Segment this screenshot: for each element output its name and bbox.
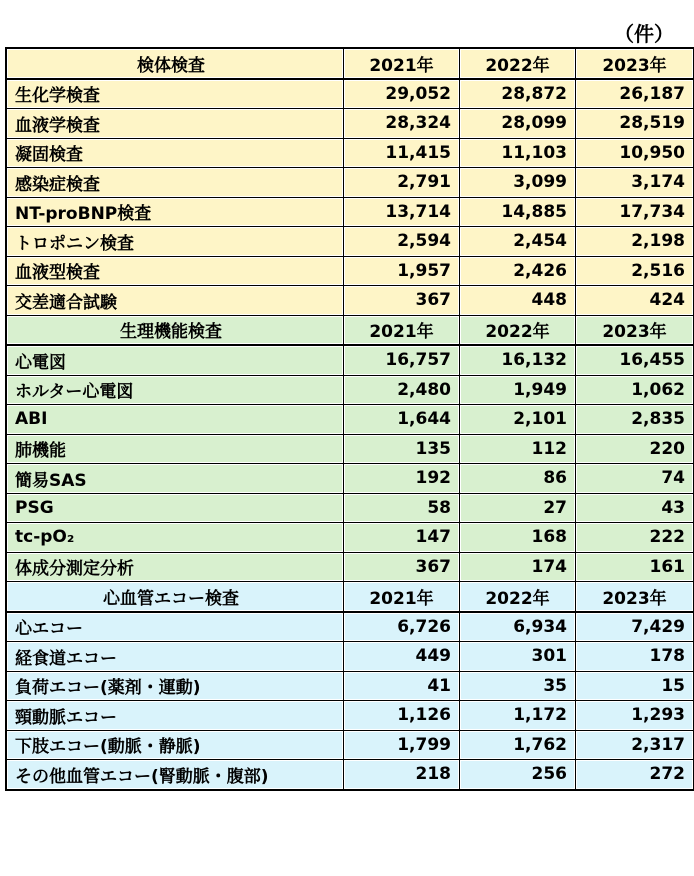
count-value: 2,426	[460, 257, 576, 287]
exam-name: 頸動脈エコー	[7, 701, 344, 731]
exam-name: 血液型検査	[7, 257, 344, 287]
count-value: 178	[576, 642, 693, 672]
count-value: 16,132	[460, 346, 576, 376]
exam-name: 凝固検査	[7, 139, 344, 169]
count-value: 28,872	[460, 80, 576, 110]
exam-name: ABI	[7, 405, 344, 435]
count-value: 1,799	[344, 731, 460, 761]
exam-name: ホルター心電図	[7, 376, 344, 406]
exam-name: tc-pO₂	[7, 523, 344, 553]
table-row	[7, 435, 693, 465]
count-value: 2,101	[460, 405, 576, 435]
count-value: 220	[576, 435, 693, 465]
section-header-row	[7, 49, 693, 80]
count-value: 14,885	[460, 198, 576, 228]
table-row	[7, 613, 693, 643]
count-value: 41	[344, 672, 460, 702]
count-value: 11,103	[460, 139, 576, 169]
count-value: 256	[460, 760, 576, 789]
count-value: 1,644	[344, 405, 460, 435]
year-header: 2023年	[576, 582, 693, 613]
count-value: 29,052	[344, 80, 460, 110]
count-value: 112	[460, 435, 576, 465]
count-value: 13,714	[344, 198, 460, 228]
count-value: 1,172	[460, 701, 576, 731]
exam-name: 簡易SAS	[7, 464, 344, 494]
table-row	[7, 760, 693, 789]
count-value: 449	[344, 642, 460, 672]
section-header-row	[7, 582, 693, 613]
count-value: 2,454	[460, 227, 576, 257]
count-value: 17,734	[576, 198, 693, 228]
count-value: 218	[344, 760, 460, 789]
count-value: 192	[344, 464, 460, 494]
table-row	[7, 523, 693, 553]
count-value: 6,934	[460, 613, 576, 643]
exam-name: 心電図	[7, 346, 344, 376]
year-header: 2023年	[576, 316, 693, 347]
table-row	[7, 642, 693, 672]
count-value: 28,099	[460, 109, 576, 139]
count-value: 1,949	[460, 376, 576, 406]
count-value: 86	[460, 464, 576, 494]
count-value: 2,516	[576, 257, 693, 287]
table-row	[7, 731, 693, 761]
table-row	[7, 553, 693, 583]
table-row	[7, 672, 693, 702]
count-value: 10,950	[576, 139, 693, 169]
table-row	[7, 257, 693, 287]
year-header: 2022年	[460, 582, 576, 613]
unit-label: （件）	[614, 22, 674, 46]
count-value: 2,594	[344, 227, 460, 257]
count-value: 3,099	[460, 168, 576, 198]
table-row	[7, 464, 693, 494]
count-value: 11,415	[344, 139, 460, 169]
table-row	[7, 286, 693, 316]
table-row	[7, 405, 693, 435]
year-header: 2022年	[460, 316, 576, 347]
section-title: 生理機能検査	[7, 316, 344, 347]
count-value: 1,126	[344, 701, 460, 731]
table-row	[7, 139, 693, 169]
count-value: 74	[576, 464, 693, 494]
count-value: 222	[576, 523, 693, 553]
count-value: 1,957	[344, 257, 460, 287]
exam-name: 交差適合試験	[7, 286, 344, 316]
count-value: 272	[576, 760, 693, 789]
year-header: 2022年	[460, 49, 576, 80]
count-value: 1,762	[460, 731, 576, 761]
table-row	[7, 701, 693, 731]
count-value: 367	[344, 553, 460, 583]
year-header: 2021年	[344, 49, 460, 80]
count-value: 301	[460, 642, 576, 672]
count-value: 1,062	[576, 376, 693, 406]
count-value: 3,174	[576, 168, 693, 198]
count-value: 168	[460, 523, 576, 553]
year-header: 2021年	[344, 582, 460, 613]
count-value: 367	[344, 286, 460, 316]
count-value: 16,455	[576, 346, 693, 376]
count-value: 28,519	[576, 109, 693, 139]
count-value: 28,324	[344, 109, 460, 139]
table-row	[7, 227, 693, 257]
count-value: 135	[344, 435, 460, 465]
exam-name: 肺機能	[7, 435, 344, 465]
count-value: 2,317	[576, 731, 693, 761]
exam-name: 感染症検査	[7, 168, 344, 198]
exam-name: NT-proBNP検査	[7, 198, 344, 228]
exam-name: 生化学検査	[7, 80, 344, 110]
table-row	[7, 80, 693, 110]
count-value: 43	[576, 494, 693, 524]
count-value: 35	[460, 672, 576, 702]
count-value: 448	[460, 286, 576, 316]
count-value: 15	[576, 672, 693, 702]
count-value: 2,791	[344, 168, 460, 198]
count-value: 2,835	[576, 405, 693, 435]
section-title: 検体検査	[7, 49, 344, 80]
count-value: 161	[576, 553, 693, 583]
count-value: 2,480	[344, 376, 460, 406]
table-row	[7, 376, 693, 406]
section-title: 心血管エコー検査	[7, 582, 344, 613]
count-value: 424	[576, 286, 693, 316]
table-row	[7, 109, 693, 139]
count-value: 7,429	[576, 613, 693, 643]
count-value: 174	[460, 553, 576, 583]
count-value: 2,198	[576, 227, 693, 257]
count-value: 16,757	[344, 346, 460, 376]
exam-name: トロポニン検査	[7, 227, 344, 257]
count-value: 1,293	[576, 701, 693, 731]
exam-name: 負荷エコー(薬剤・運動)	[7, 672, 344, 702]
exam-name: 体成分測定分析	[7, 553, 344, 583]
exam-name: PSG	[7, 494, 344, 524]
year-header: 2023年	[576, 49, 693, 80]
exam-count-table	[5, 47, 694, 791]
table-row	[7, 168, 693, 198]
count-value: 58	[344, 494, 460, 524]
exam-name: 心エコー	[7, 613, 344, 643]
exam-name: 下肢エコー(動脈・静脈)	[7, 731, 344, 761]
exam-name: 血液学検査	[7, 109, 344, 139]
count-value: 26,187	[576, 80, 693, 110]
table-row	[7, 198, 693, 228]
exam-name: 経食道エコー	[7, 642, 344, 672]
section-header-row	[7, 316, 693, 347]
count-value: 27	[460, 494, 576, 524]
year-header: 2021年	[344, 316, 460, 347]
exam-name: その他血管エコー(腎動脈・腹部)	[7, 760, 344, 789]
table-row	[7, 346, 693, 376]
count-value: 147	[344, 523, 460, 553]
table-row	[7, 494, 693, 524]
count-value: 6,726	[344, 613, 460, 643]
